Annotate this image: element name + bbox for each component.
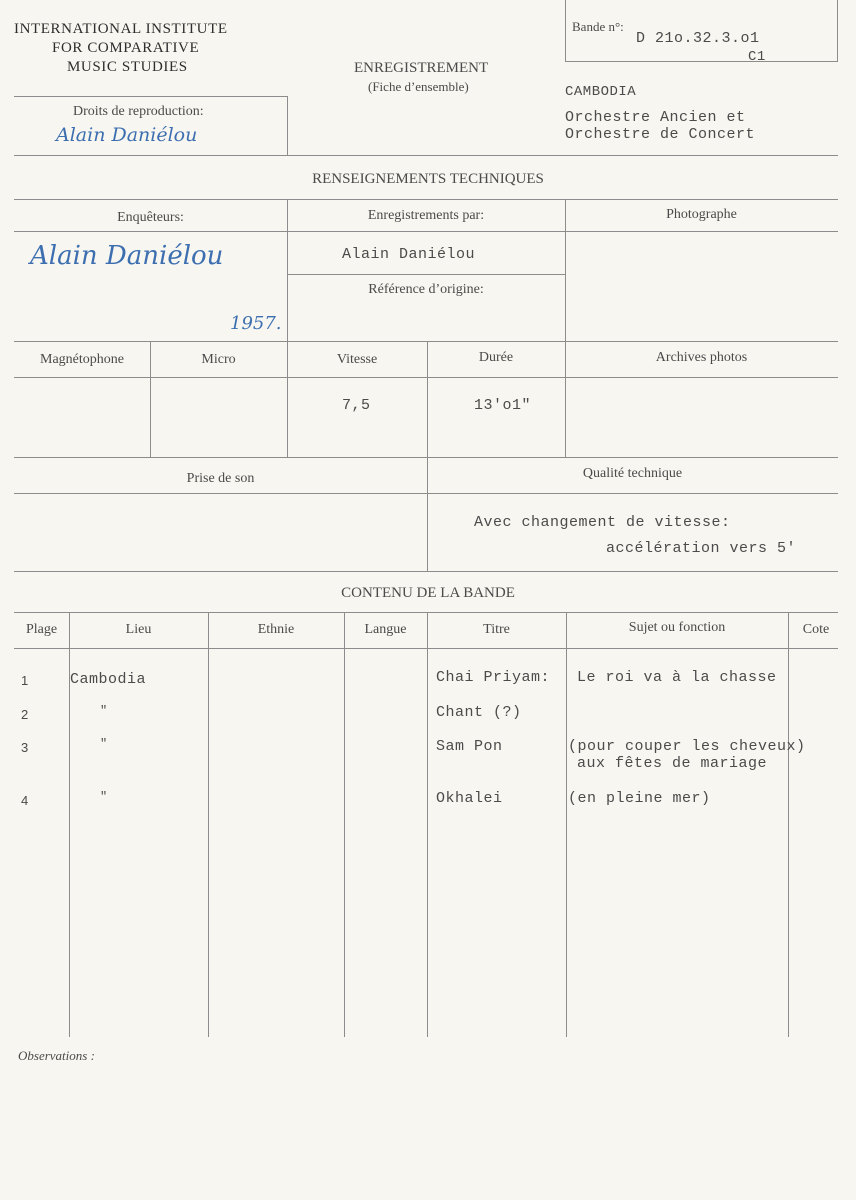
track-number: 3 [21,740,29,755]
recorded-by-label: Enregistrements par: [367,208,485,223]
bande-number-suffix: C1 [748,49,766,65]
technical-quality-line1: Avec changement de vitesse: [474,514,731,531]
duration-value: 13'o1" [474,397,532,414]
institute-name-line2: FOR COMPARATIVE [52,40,200,56]
track-number: 2 [21,707,29,722]
track-title: Chai Priyam: [436,669,551,686]
track-place: Cambodia [70,671,147,688]
column-header-ethnic-group: Ethnie [257,622,295,637]
rights-signature: Alain Daniélou [56,124,198,146]
column-header-subject: Sujet ou fonction [628,620,726,635]
orchestra-line2: Orchestre de Concert [565,126,756,143]
rights-label: Droits de reproduction: [73,104,204,119]
contents-section-title: CONTENU DE LA BANDE [341,585,515,601]
track-title: Okhalei [436,790,503,807]
track-subject: (pour couper les cheveux) [568,738,806,755]
investigators-signature: Alain Daniélou [30,241,224,271]
column-header-place: Lieu [125,622,152,637]
column-header-title: Titre [483,622,510,637]
tape-recorder-label: Magnétophone [40,352,124,367]
technical-quality-line2: accélération vers 5' [606,540,797,557]
form-subtitle: (Fiche d’ensemble) [368,79,469,94]
investigators-label: Enquêteurs: [117,210,184,225]
track-subject: Le roi va à la chasse [577,669,777,686]
sound-recording-label: Prise de son [186,471,255,486]
bande-number-label: Bande n°: [572,19,624,34]
track-title: Chant (?) [436,704,522,721]
speed-value: 7,5 [342,397,371,414]
technical-quality-label: Qualité technique [582,466,683,481]
track-subject: (en pleine mer) [568,790,711,807]
form-title: ENREGISTREMENT [354,60,489,76]
photo-archives-label: Archives photos [655,350,748,365]
duration-label: Durée [478,350,514,365]
institute-name-line3: MUSIC STUDIES [67,59,188,75]
speed-label: Vitesse [336,352,378,367]
track-number: 1 [21,673,29,688]
recording-year: 1957. [230,313,282,334]
column-header-language: Langue [364,622,407,637]
observations-label: Observations : [18,1048,95,1063]
photographer-label: Photographe [666,207,737,222]
track-place: " [100,704,108,718]
track-place: " [100,790,108,804]
track-number: 4 [21,793,29,808]
orchestra-line1: Orchestre Ancien et [565,109,746,126]
country-name: CAMBODIA [565,84,637,100]
track-subject-continued: aux fêtes de mariage [577,755,768,772]
column-header-reference: Cote [802,622,830,637]
origin-reference-label: Référence d’origine: [368,282,484,297]
microphone-label: Micro [201,352,236,367]
column-header-track: Plage [25,622,58,637]
technical-section-title: RENSEIGNEMENTS TECHNIQUES [312,171,544,187]
track-title: Sam Pon [436,738,503,755]
track-place: " [100,737,108,751]
institute-name-line1: INTERNATIONAL INSTITUTE [14,21,228,37]
recorded-by-value: Alain Daniélou [342,246,476,263]
bande-number-value: D 21o.32.3.o1 [636,30,760,47]
